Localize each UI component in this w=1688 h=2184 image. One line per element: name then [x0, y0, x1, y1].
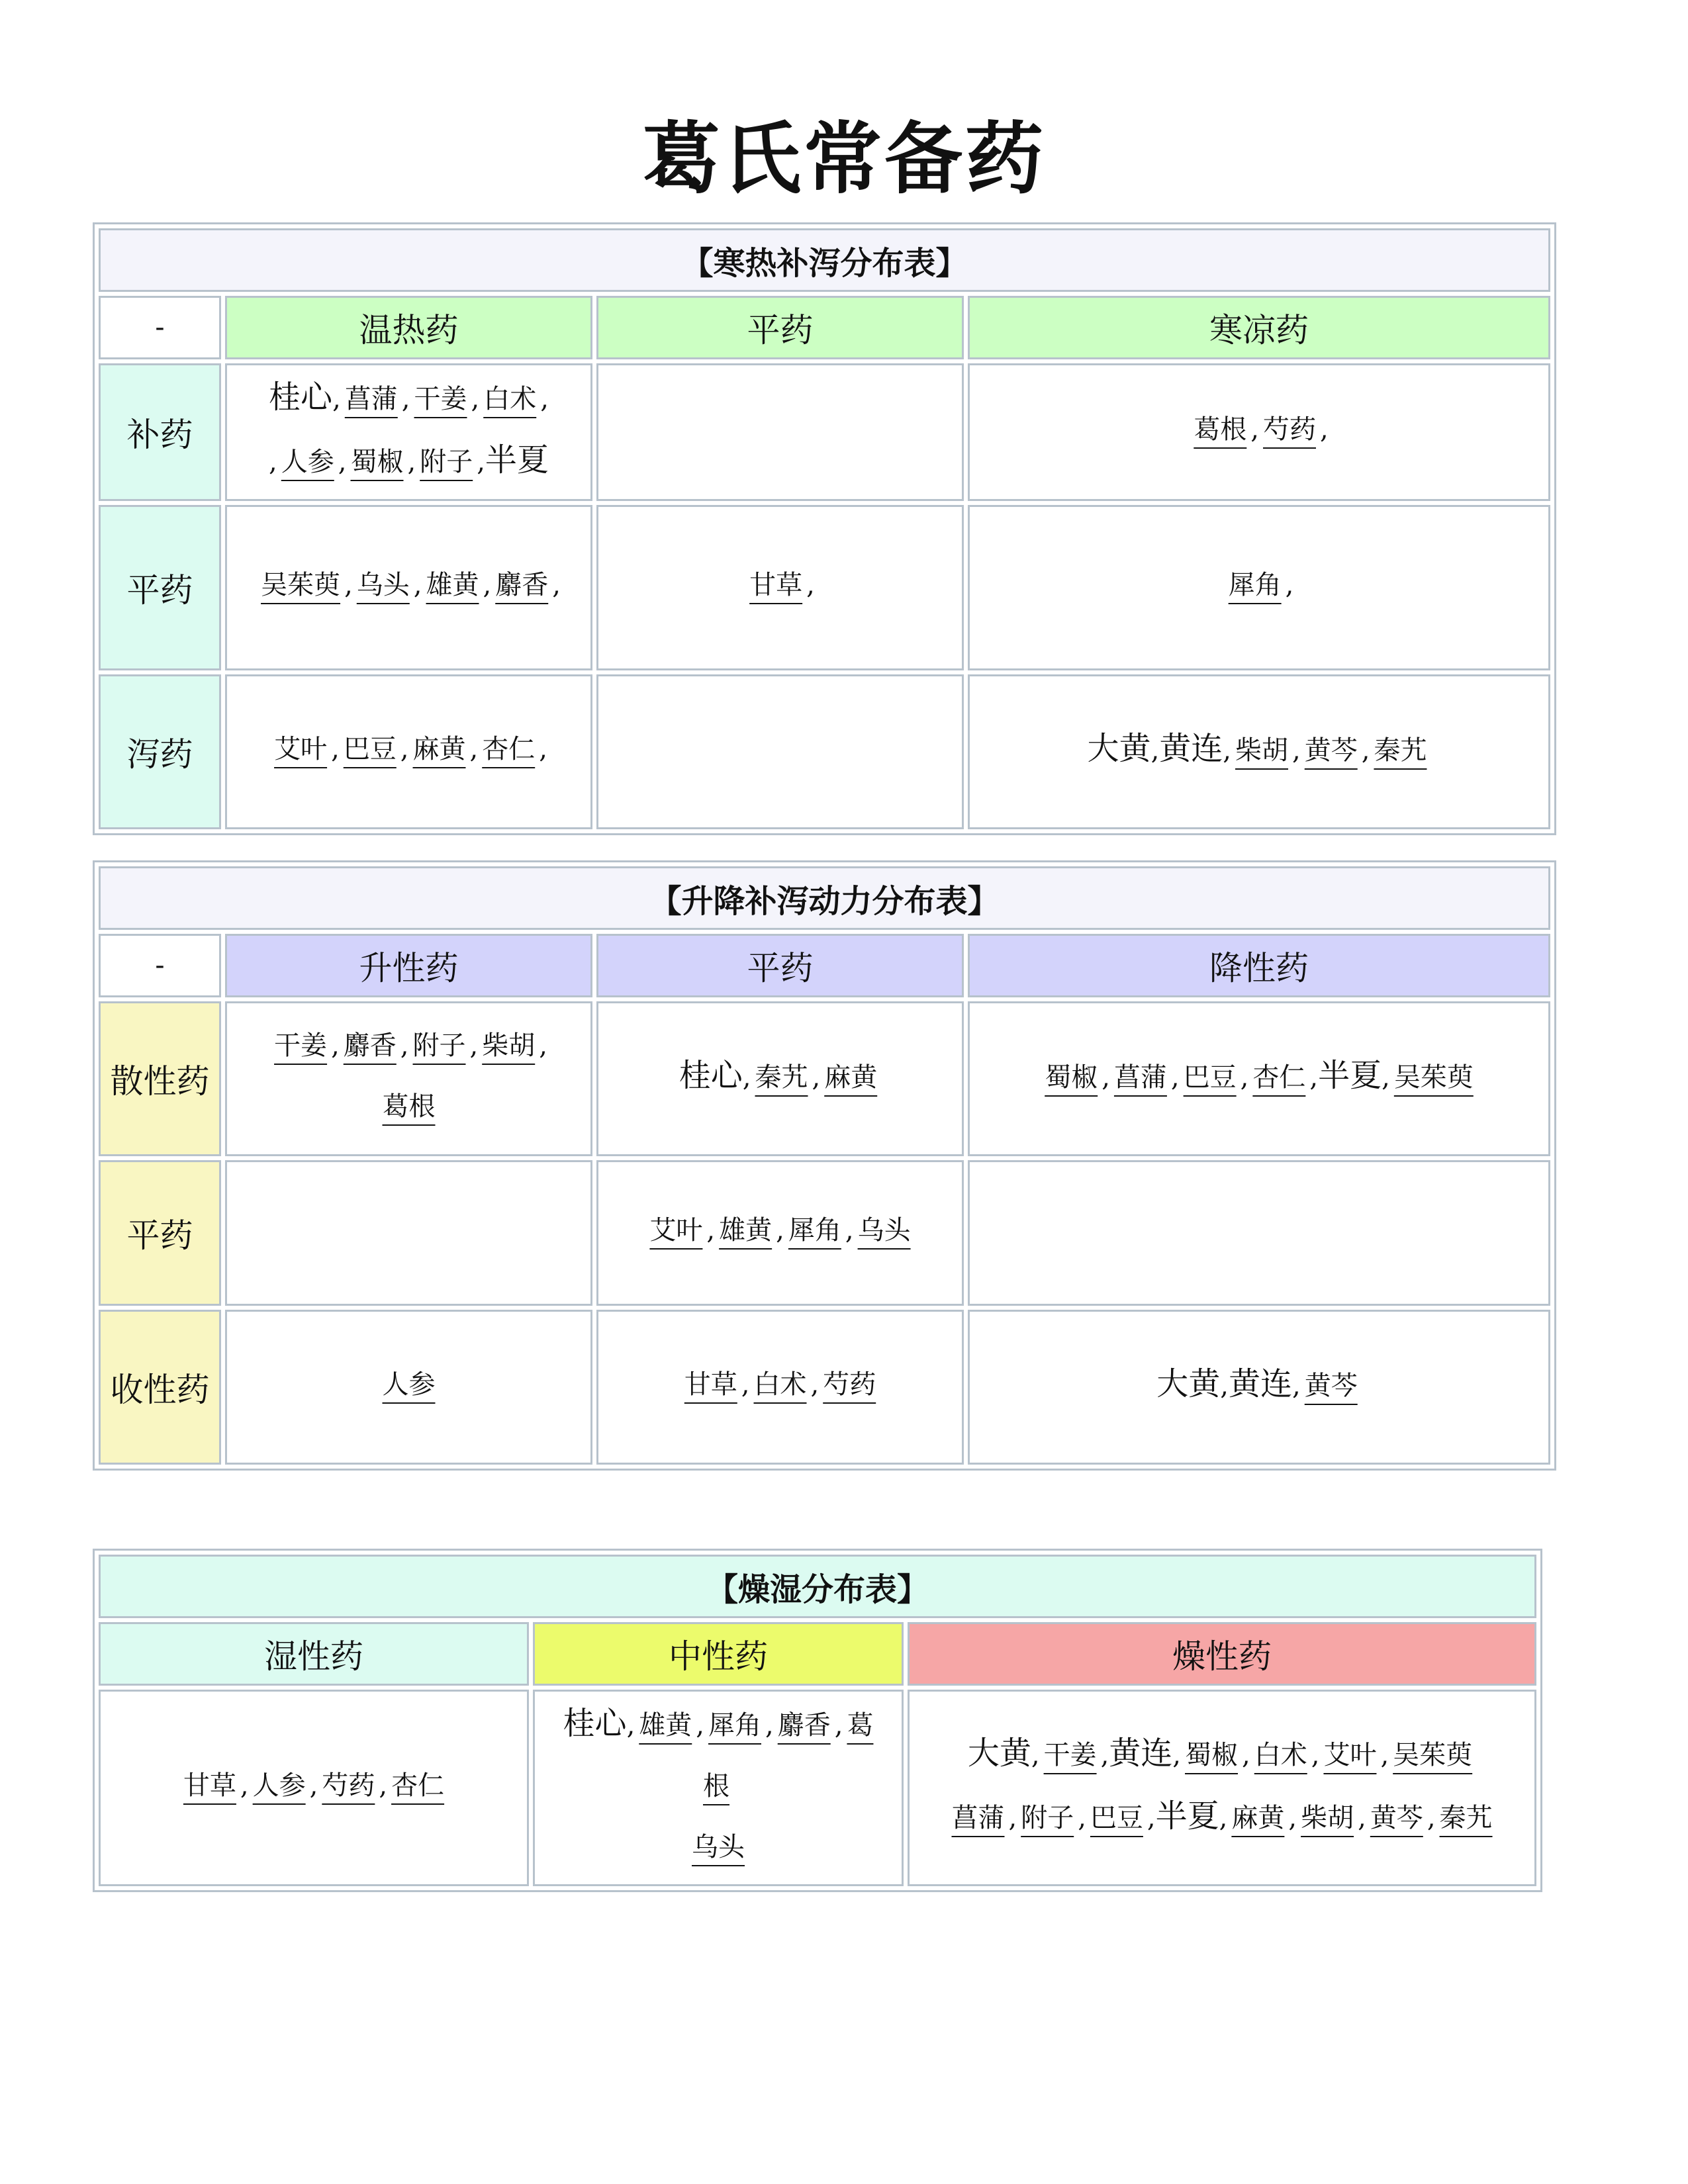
herb-name: 犀角 [708, 1710, 761, 1741]
herb-name: 吴茱萸 [1393, 1739, 1473, 1770]
herb-name: 麝香 [777, 1710, 831, 1741]
separator: , [765, 1710, 774, 1741]
herb-name: 麝香 [343, 1030, 397, 1061]
separator: , [483, 570, 492, 600]
separator: , [1219, 1802, 1228, 1833]
column-header: 中性药 [533, 1622, 904, 1686]
herb-name: 麻黄 [824, 1062, 878, 1093]
herb-name: 附子 [412, 1030, 466, 1061]
herb-name: 白术 [753, 1369, 807, 1400]
herb-line [990, 1048, 1528, 1111]
herb-cell [533, 1690, 904, 1886]
herb-line [120, 1758, 507, 1819]
herb-name: 乌头 [692, 1832, 745, 1862]
herb-name: 黄连 [1159, 729, 1223, 767]
herb-name: 葛根 [703, 1710, 874, 1801]
separator: , [1223, 735, 1232, 766]
herb-name: 巴豆 [1090, 1802, 1143, 1833]
herb-name: 干姜 [1043, 1739, 1097, 1770]
separator: , [1170, 1062, 1180, 1093]
herb-name: 葛根 [382, 1091, 436, 1122]
herb-name: 黄连 [1229, 1365, 1293, 1402]
column-header: 升性药 [225, 934, 592, 997]
herb-cell [225, 1001, 592, 1156]
herb-name: 黄芩 [1304, 1370, 1358, 1401]
herb-name: 半夏 [485, 441, 549, 478]
herb-name: 黄连 [1109, 1734, 1173, 1772]
separator: , [1240, 1062, 1249, 1093]
cold-heat-table [93, 222, 1556, 835]
separator: , [413, 570, 422, 600]
separator: , [1031, 1739, 1040, 1770]
herb-name: 菖蒲 [1113, 1062, 1167, 1093]
herb-name: 甘草 [684, 1369, 737, 1400]
column-header: 降性药 [968, 934, 1550, 997]
herb-line [247, 721, 571, 782]
separator: , [1150, 735, 1160, 766]
herb-name: 杏仁 [482, 734, 536, 764]
separator: , [1292, 1370, 1301, 1401]
herb-cell [596, 505, 964, 670]
herb-name: 柴胡 [1301, 1802, 1354, 1833]
separator: , [1008, 1802, 1017, 1833]
herb-name: 人参 [382, 1369, 436, 1400]
separator: , [1427, 1802, 1436, 1833]
separator: , [1320, 414, 1329, 445]
herb-name: 艾叶 [274, 734, 328, 764]
herb-line [555, 1696, 882, 1819]
separator: , [331, 1030, 340, 1061]
separator: , [269, 447, 277, 477]
table-caption: 【寒热补泻分布表】 [99, 228, 1550, 292]
herb-line [555, 1819, 882, 1880]
herb-cell [225, 1160, 592, 1306]
separator: , [400, 734, 409, 764]
herb-name: 杏仁 [1252, 1062, 1306, 1093]
separator: , [331, 734, 340, 764]
herb-name: 大黄 [1087, 729, 1151, 767]
herb-cell [968, 505, 1550, 670]
herb-cell [968, 363, 1550, 501]
separator: , [379, 1770, 388, 1801]
herb-cell [596, 1310, 964, 1465]
separator: , [540, 384, 549, 414]
row-header: 补药 [99, 363, 221, 501]
herb-name: 人参 [281, 447, 334, 477]
herb-name: 黄芩 [1370, 1802, 1423, 1833]
herb-cell [596, 674, 964, 829]
separator: , [240, 1770, 249, 1801]
separator: , [344, 570, 353, 600]
herb-line [247, 432, 571, 495]
separator: , [469, 734, 479, 764]
separator: , [332, 384, 341, 414]
table-caption: 【升降补泻动力分布表】 [99, 866, 1550, 930]
separator: , [471, 384, 480, 414]
herb-name: 巴豆 [1183, 1062, 1237, 1093]
corner-cell: - [99, 296, 221, 359]
herb-line [990, 557, 1528, 618]
herb-name: 黄芩 [1304, 735, 1358, 766]
herb-line [990, 1356, 1528, 1419]
herb-cell [968, 1160, 1550, 1306]
herb-name: 干姜 [414, 384, 467, 414]
separator: , [1147, 1802, 1156, 1833]
separator: , [401, 384, 410, 414]
separator: , [539, 1030, 547, 1061]
separator: , [1100, 1739, 1109, 1770]
separator: , [1382, 1062, 1390, 1093]
row-header: 泻药 [99, 674, 221, 829]
herb-name: 秦艽 [1439, 1802, 1493, 1833]
dry-damp-table [93, 1549, 1542, 1892]
herb-cell [225, 505, 592, 670]
separator: , [1292, 735, 1301, 766]
herb-name: 乌头 [356, 570, 410, 600]
row-header: 收性药 [99, 1310, 221, 1465]
herb-cell [225, 363, 592, 501]
herb-line [990, 402, 1528, 463]
herb-name: 吴茱萸 [261, 570, 341, 600]
herb-name: 柴胡 [1235, 735, 1289, 766]
herb-name: 桂心 [269, 379, 333, 416]
separator: , [696, 1710, 704, 1741]
herb-line [247, 369, 571, 432]
herb-name: 艾叶 [649, 1215, 703, 1246]
herb-name: 雄黄 [639, 1710, 692, 1741]
herb-name: 麻黄 [412, 734, 466, 764]
herb-name: 大黄 [1156, 1365, 1221, 1402]
column-header: 温热药 [225, 296, 592, 359]
column-header: 湿性药 [99, 1622, 529, 1686]
herb-name: 蜀椒 [1045, 1062, 1098, 1093]
separator: , [1102, 1062, 1110, 1093]
herb-line [247, 1357, 571, 1418]
separator: , [1358, 1802, 1366, 1833]
herb-cell [908, 1690, 1536, 1886]
separator: , [338, 447, 347, 477]
separator: , [1242, 1739, 1250, 1770]
separator: , [539, 734, 547, 764]
herb-name: 甘草 [749, 570, 803, 600]
herb-line [618, 1357, 942, 1418]
separator: , [309, 1770, 318, 1801]
separator: , [834, 1710, 843, 1741]
separator: , [407, 447, 416, 477]
herb-name: 蜀椒 [350, 447, 404, 477]
herb-name: 芍药 [1263, 414, 1316, 445]
herb-name: 附子 [420, 447, 473, 477]
herb-name: 犀角 [788, 1215, 841, 1246]
herb-name: 干姜 [274, 1030, 328, 1061]
herb-name: 犀角 [1228, 570, 1282, 600]
herb-cell [99, 1690, 529, 1886]
herb-name: 葛根 [1194, 414, 1247, 445]
herb-line [618, 1048, 942, 1111]
separator: , [1380, 1739, 1389, 1770]
separator: , [1311, 1739, 1320, 1770]
herb-name: 芍药 [322, 1770, 375, 1801]
herb-line [247, 1018, 571, 1079]
herb-name: 白术 [1254, 1739, 1307, 1770]
herb-name: 甘草 [183, 1770, 236, 1801]
separator: , [706, 1215, 716, 1246]
herb-cell [225, 1310, 592, 1465]
ascend-descend-table [93, 860, 1556, 1471]
separator: , [1361, 735, 1370, 766]
separator: , [741, 1369, 750, 1400]
herb-line [247, 1079, 571, 1140]
herb-cell [596, 1160, 964, 1306]
herb-name: 半夏 [1155, 1797, 1219, 1835]
herb-name: 菖蒲 [951, 1802, 1005, 1833]
separator: , [626, 1710, 635, 1741]
herb-name: 半夏 [1318, 1056, 1382, 1094]
page-title: 葛氏常备药 [641, 113, 1046, 205]
herb-name: 雄黄 [719, 1215, 773, 1246]
herb-name: 桂心 [679, 1056, 743, 1094]
separator: , [1172, 1739, 1182, 1770]
column-header: 平药 [596, 934, 964, 997]
herb-name: 蜀椒 [1185, 1739, 1239, 1770]
herb-name: 巴豆 [343, 734, 397, 764]
row-header: 平药 [99, 1160, 221, 1306]
herb-line [990, 721, 1528, 784]
herb-line [929, 1725, 1515, 1788]
herb-name: 秦艽 [755, 1062, 808, 1093]
herb-name: 吴茱萸 [1393, 1062, 1474, 1093]
herb-line [618, 1203, 942, 1263]
separator: , [1285, 570, 1294, 600]
separator: , [812, 1062, 821, 1093]
separator: , [1309, 1062, 1319, 1093]
herb-name: 人参 [252, 1770, 306, 1801]
herb-name: 麻黄 [1231, 1802, 1285, 1833]
separator: , [845, 1215, 854, 1246]
herb-cell [968, 1310, 1550, 1465]
column-header: 寒凉药 [968, 296, 1550, 359]
separator: , [742, 1062, 751, 1093]
herb-name: 乌头 [857, 1215, 911, 1246]
herb-name: 白术 [483, 384, 537, 414]
separator: , [400, 1030, 409, 1061]
separator: , [469, 1030, 479, 1061]
herb-cell [596, 363, 964, 501]
separator: , [1078, 1802, 1086, 1833]
herb-name: 柴胡 [482, 1030, 536, 1061]
herb-cell [596, 1001, 964, 1156]
separator: , [1250, 414, 1259, 445]
herb-name: 大黄 [967, 1734, 1031, 1772]
herb-name: 秦艽 [1374, 735, 1427, 766]
herb-name: 桂心 [563, 1705, 627, 1742]
row-header: 平药 [99, 505, 221, 670]
herb-cell [968, 1001, 1550, 1156]
separator: , [477, 447, 485, 477]
herb-name: 芍药 [823, 1369, 876, 1400]
separator: , [1288, 1802, 1297, 1833]
table-caption: 【燥湿分布表】 [99, 1555, 1536, 1618]
column-header: 平药 [596, 296, 964, 359]
herb-cell [968, 674, 1550, 829]
herb-cell [225, 674, 592, 829]
separator: , [552, 570, 561, 600]
herb-name: 麝香 [495, 570, 549, 600]
row-header: 散性药 [99, 1001, 221, 1156]
separator: , [810, 1369, 820, 1400]
separator: , [776, 1215, 784, 1246]
separator: , [1220, 1370, 1229, 1401]
herb-name: 附子 [1021, 1802, 1074, 1833]
herb-name: 菖蒲 [344, 384, 398, 414]
herb-line [247, 557, 571, 618]
herb-name: 艾叶 [1323, 1739, 1377, 1770]
corner-cell: - [99, 934, 221, 997]
separator: , [806, 570, 815, 600]
herb-line [618, 557, 942, 618]
herb-name: 杏仁 [391, 1770, 445, 1801]
herb-name: 雄黄 [426, 570, 479, 600]
herb-line [929, 1788, 1515, 1851]
column-header: 燥性药 [908, 1622, 1536, 1686]
